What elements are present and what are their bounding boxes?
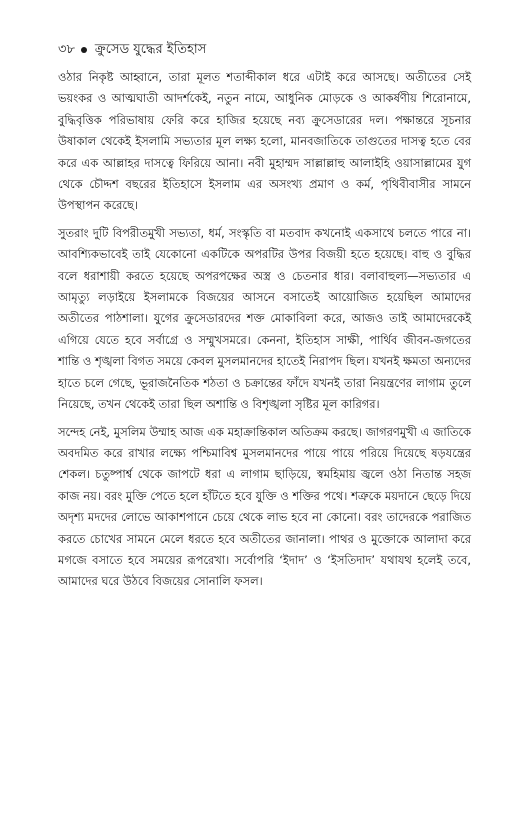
book-title: ক্রুসেড যুদ্ধের ইতিহাস [94, 41, 207, 57]
paragraph-2: সুতরাং দুটি বিপরীতমুখী সভ্যতা, ধর্ম, সংস্কৃতি বা মতবাদ কখনোই একসাথে চলতে পারে না। আবশ্যিকভাবেই তাই যেকোনো একটিকে অপরটির উপর বিজয়ী হতে হয়েছে। বাহু ও বুদ্ধির বলে ধরাশায়ী করতে হয়েছে অপরপক্ষের অস্ত্র ও চেতনার ধার। বলাবাহুল্য—সভ্যতার এ আমৃত্যু লড়াইয়ে ইসলামকে বিজয়ের আসনে বসাতেই আয়োজিত হয়েছিল আমাদের অতীতের পাঠশালা। যুগের ক্রুসেডারদের শক্ত মোকাবিলা করে, আজও তাই আমাদেরকেই এগিয়ে যেতে হবে সর্বাগ্রে ও সম্মুখসমরে। কেননা, ইতিহাস সাক্ষী, পার্থিব জীবন-জগতের শান্তি ও শৃঙ্খলা বিগত সময়ে কেবল মুসলমানদের হাতেই নিরাপদ ছিল। যখনই ক্ষমতা অন্যদের হাতে চলে গেছে, ভূরাজনৈতিক শঠতা ও চক্রান্তের ফাঁদে যখনই তারা নিয়ন্ত্রণের লাগাম তুলে নিয়েছে, তখন থেকেই তারা ছিল অশান্তি ও বিশৃঙ্খলা সৃষ্টির মূল কারিগর। [58, 225, 471, 412]
page-number: ৩৮ [58, 41, 75, 57]
paragraph-1: ওঠার নিকৃষ্ট আহ্বানে, তারা মূলত শতাব্দীকাল ধরে এটাই করে আসছে। অতীতের সেই ভয়ংকর ও আত্মঘাতী আদর্শকেই, নতুন নামে, আধুনিক মোড়কে ও আকর্ষণীয় শিরোনামে, বুদ্ধিবৃত্তিক পরিভাষায় ফেরি করে হাজির হয়েছে নব্য ক্রুসেডারের দল। পক্ষান্তরে সূচনার উষাকাল থেকেই ইসলামি সভ্যতার মূল লক্ষ্য হলো, মানবজাতিকে তাগুতের দাসত্ব হতে বের করে এক আল্লাহর দাসত্বে ফিরিয়ে আনা। নবী মুহাম্মদ সাল্লাল্লাহু আলাইহি ওয়াসাল্লামের যুগ থেকে চৌদ্দশ বছরের ইতিহাসে ইসলাম এর অসংখ্য প্রমাণ ও কর্ম, পৃথিবীবাসীর সামনে উপস্থাপন করেছে। [58, 70, 471, 213]
running-head [58, 40, 478, 60]
bullet-separator [81, 47, 87, 53]
paragraph-3: সন্দেহ নেই, মুসলিম উম্মাহ আজ এক মহাক্রান্তিকাল অতিক্রম করছে। জাগরণমুখী এ জাতিকে অবদমিত করে রাখার লক্ষ্যে পশ্চিমাবিশ্ব মুসলমানদের পায়ে পায়ে পরিয়ে দিয়েছে ষড়যন্ত্রের শেকল। চতুষ্পার্শ্ব থেকে জাপটে ধরা এ লাগাম ছাড়িয়ে, স্বমহিমায় জ্বলে ওঠা নিতান্ত সহজ কাজ নয়। বরং মুক্তি পেতে হলে হাঁটতে হবে যুক্তি ও শক্তির পথে। শত্রুকে ময়দানে ছেড়ে দিয়ে অদৃশ্য মদদের লোভে আকাশপানে চেয়ে থেকে লাভ হবে না কোনো। বরং তাদেরকে পরাজিত করতে চোখের সামনে মেলে ধরতে হবে অতীতের জানালা। পাথর ও মুক্তোকে আলাদা করে মগজে বসাতে হবে সময়ের রূপরেখা। সর্বোপরি ‘ইদাদ’ ও ‘ইসতিদাদ’ যথাযথ হলেই তবে, আমাদের ঘরে উঠবে বিজয়ের সোনালি ফসল। [58, 424, 471, 589]
body-text [58, 67, 471, 599]
